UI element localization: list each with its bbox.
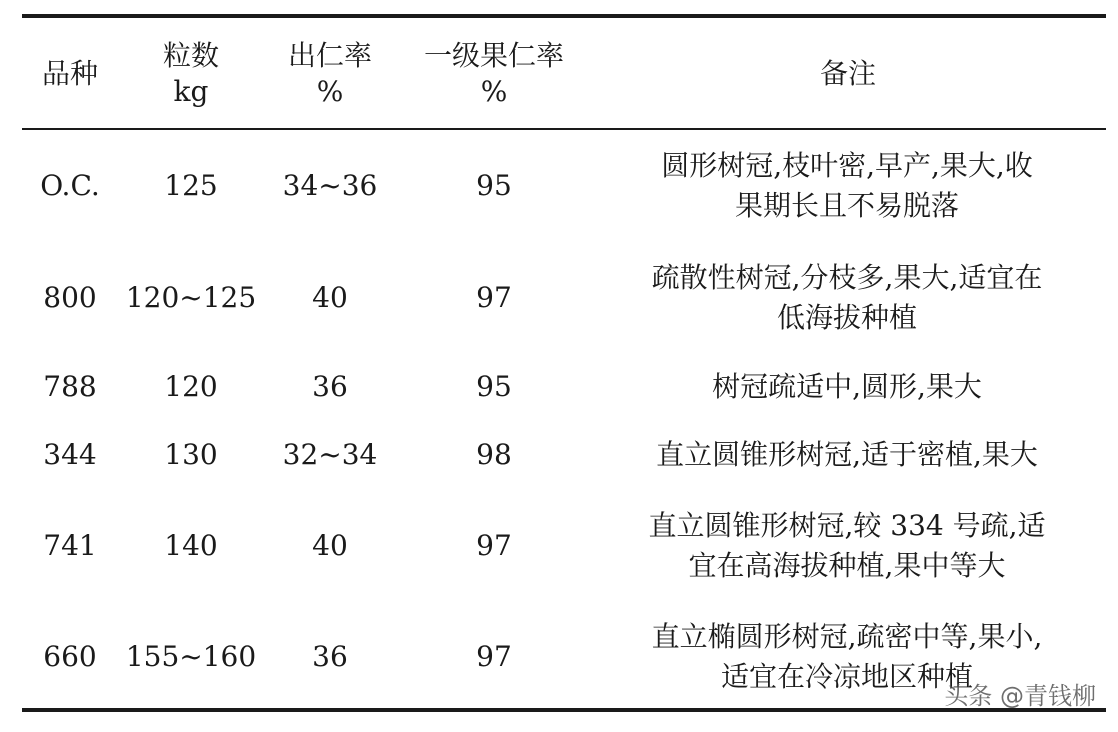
remarks-line: 直立圆锥形树冠,较 334 号疏,适 — [648, 509, 1046, 542]
remarks-line: 树冠疏适中,圆形,果大 — [712, 370, 982, 403]
header-grain-count — [163, 38, 219, 110]
cell-variety: 788 — [43, 370, 97, 403]
header-remarks-label: 备注 — [819, 57, 877, 90]
table-header-rule — [22, 128, 1106, 130]
header-variety-label: 品种 — [41, 57, 99, 90]
cell-kernel-rate: 40 — [312, 529, 348, 562]
cell-remarks — [607, 506, 1087, 586]
header-remarks — [820, 56, 876, 92]
header-grade1-rate-unit: % — [480, 75, 508, 108]
cell-grain-count: 140 — [164, 529, 218, 562]
remarks-line: 果期长且不易脱落 — [734, 189, 959, 222]
cell-remarks — [607, 146, 1087, 226]
cell-grain-count: 130 — [164, 438, 218, 471]
remarks-line: 圆形树冠,枝叶密,早产,果大,收 — [661, 149, 1033, 182]
remarks-line: 适宜在冷凉地区种植 — [720, 660, 973, 693]
table-top-rule — [22, 14, 1106, 18]
cell-grade1-rate: 97 — [476, 281, 512, 314]
header-grade1-rate — [424, 38, 564, 110]
remarks-line: 直立圆锥形树冠,适于密植,果大 — [656, 438, 1038, 471]
cell-kernel-rate: 36 — [312, 370, 348, 403]
header-kernel-rate — [288, 38, 372, 110]
cell-variety: 741 — [43, 529, 97, 562]
cell-remarks — [607, 258, 1087, 338]
header-grain-count-unit: kg — [173, 75, 209, 108]
header-variety — [42, 56, 98, 92]
cell-grain-count: 125 — [164, 169, 218, 202]
cell-remarks — [607, 435, 1087, 475]
cell-grade1-rate: 95 — [476, 370, 512, 403]
header-kernel-rate-label: 出仁率 — [287, 39, 373, 72]
watermark: 头条 @青钱柳 — [944, 682, 1096, 710]
cell-kernel-rate: 32~34 — [282, 438, 378, 471]
header-grade1-rate-label: 一级果仁率 — [423, 39, 565, 72]
cell-grade1-rate: 98 — [476, 438, 512, 471]
cell-variety: 660 — [43, 640, 97, 673]
cell-remarks — [607, 367, 1087, 407]
cell-kernel-rate: 36 — [312, 640, 348, 673]
cell-grain-count: 120~125 — [125, 281, 257, 314]
cell-kernel-rate: 40 — [312, 281, 348, 314]
cell-kernel-rate: 34~36 — [282, 169, 378, 202]
header-kernel-rate-unit: % — [316, 75, 344, 108]
cell-grade1-rate: 95 — [476, 169, 512, 202]
cell-grade1-rate: 97 — [476, 640, 512, 673]
cell-grade1-rate: 97 — [476, 529, 512, 562]
remarks-line: 宜在高海拔种植,果中等大 — [688, 549, 1006, 582]
remarks-line: 低海拔种植 — [776, 301, 917, 334]
remarks-line: 直立椭圆形树冠,疏密中等,果小, — [651, 620, 1043, 653]
header-grain-count-label: 粒数 — [162, 39, 220, 72]
cell-grain-count: 120 — [164, 370, 218, 403]
cell-variety: 344 — [43, 438, 97, 471]
remarks-line: 疏散性树冠,分枝多,果大,适宜在 — [651, 261, 1043, 294]
cell-variety: 800 — [43, 281, 97, 314]
cell-grain-count: 155~160 — [125, 640, 257, 673]
cell-variety: O.C. — [40, 169, 100, 202]
